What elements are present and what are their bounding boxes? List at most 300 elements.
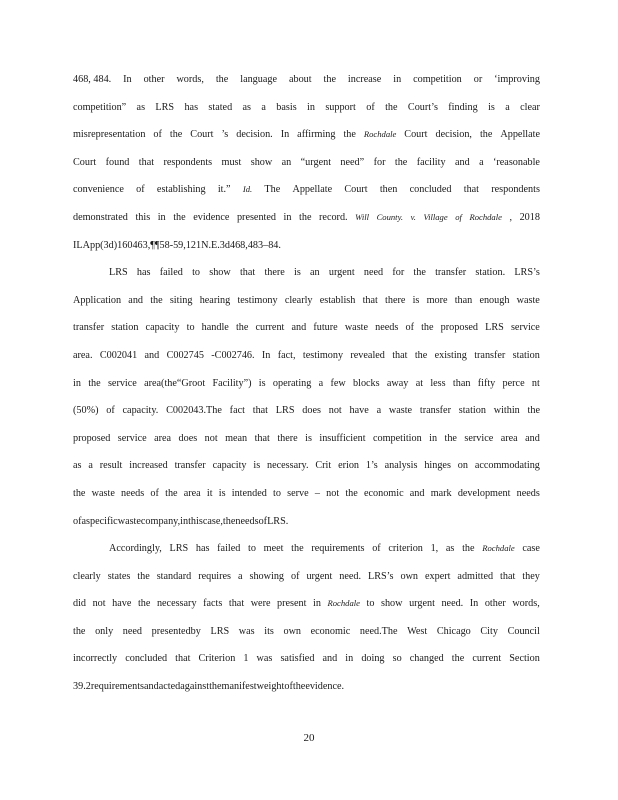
word: is: [218, 487, 226, 499]
word: specific: [86, 515, 118, 527]
word: wastecompany,: [117, 515, 181, 527]
text-line: [73, 425, 540, 453]
text-line: [73, 535, 540, 563]
word: urgent: [409, 598, 435, 610]
word: 1: [243, 653, 249, 665]
word: LRS’s: [514, 267, 540, 279]
word: the: [88, 377, 101, 389]
word: it: [206, 487, 213, 499]
word: competition”: [73, 101, 127, 113]
word: proposed: [73, 432, 111, 444]
word: not: [204, 432, 218, 444]
word: doing: [361, 653, 385, 665]
word: facility: [416, 156, 446, 168]
word: transfer: [435, 267, 467, 279]
word: the: [209, 681, 222, 693]
word: does: [302, 405, 321, 417]
word: revealed: [350, 349, 385, 361]
word: need”: [340, 156, 365, 168]
word: as: [445, 543, 455, 555]
word: only: [95, 625, 114, 637]
word: fact: [229, 405, 245, 417]
word: ,: [509, 211, 513, 223]
text-line: [73, 563, 540, 591]
word: is: [412, 294, 420, 306]
text-line: [73, 66, 540, 94]
word: within: [493, 405, 520, 417]
word: in: [429, 432, 438, 444]
word: of: [73, 515, 82, 527]
word: this: [188, 515, 203, 527]
word: N.E.3d: [201, 239, 230, 251]
word: capacity: [212, 460, 247, 472]
text-line: [73, 232, 540, 260]
word: competition: [373, 432, 422, 444]
word: has: [136, 267, 151, 279]
word: LRS: [485, 322, 504, 334]
word: Court: [190, 129, 214, 141]
word: in: [180, 515, 189, 527]
word: LRS: [169, 543, 189, 555]
word: mark: [430, 487, 452, 499]
word: of: [290, 570, 300, 582]
word: the: [444, 432, 457, 444]
word: hinges: [424, 460, 451, 472]
text-line: [73, 397, 540, 425]
word: waste: [344, 322, 369, 334]
word: as: [73, 460, 82, 472]
word: LRS.: [267, 515, 289, 527]
word: and: [525, 432, 540, 444]
word: show: [250, 156, 273, 168]
word: have: [112, 598, 132, 610]
word: needs: [516, 487, 540, 499]
word: service: [107, 377, 137, 389]
word: of: [150, 487, 159, 499]
word: has: [184, 101, 199, 113]
word: testimony: [302, 349, 344, 361]
word: to: [248, 543, 256, 555]
word: more: [426, 294, 448, 306]
word: the: [215, 74, 229, 85]
paragraph: [73, 66, 540, 259]
word: Chicago: [436, 625, 471, 637]
word: waste: [91, 487, 115, 499]
case-citation: of: [455, 211, 462, 222]
word: was: [256, 653, 273, 665]
word: decision,: [435, 129, 472, 141]
word: present: [277, 598, 307, 610]
word: analysis: [384, 460, 418, 472]
word: service: [117, 432, 147, 444]
word: presented: [236, 211, 276, 223]
word: accommodating: [474, 460, 540, 472]
word: station: [111, 322, 139, 334]
word: West: [407, 625, 428, 637]
word: fact,: [277, 349, 296, 361]
word: the: [73, 625, 86, 637]
word: an: [310, 267, 320, 279]
word: need: [122, 625, 143, 637]
word: the: [173, 211, 186, 223]
word: that: [392, 349, 408, 361]
word: Appellate: [500, 129, 540, 141]
word: enough: [479, 294, 510, 306]
word: mean: [225, 432, 248, 444]
word: incorrectly: [73, 653, 118, 665]
word: does: [178, 432, 198, 444]
word: ’s: [221, 129, 229, 141]
word: establish: [319, 294, 356, 306]
word: the: [343, 129, 356, 141]
word: LRS: [210, 625, 230, 637]
word: admitted: [457, 570, 494, 582]
word: must: [221, 156, 242, 168]
word: manifest: [221, 681, 257, 693]
word: other: [484, 598, 506, 610]
word: in: [393, 74, 402, 85]
word: is: [258, 377, 266, 389]
word: that: [362, 294, 378, 306]
word: meet: [263, 543, 284, 555]
word: that: [252, 405, 269, 417]
word: and: [322, 653, 338, 665]
word: In: [280, 129, 290, 141]
word: (50%): [73, 405, 99, 417]
word: station: [458, 405, 486, 417]
word: 2018: [519, 211, 540, 223]
word: fifty: [477, 377, 496, 389]
word: away: [386, 377, 409, 389]
word: of: [405, 322, 414, 334]
word: result: [99, 460, 123, 472]
word: did: [73, 598, 87, 610]
word: to: [366, 598, 375, 610]
word: the: [527, 405, 540, 417]
word: competition: [413, 74, 462, 85]
word: economic: [310, 625, 351, 637]
word: concluded: [409, 184, 452, 196]
word: station: [512, 349, 540, 361]
word: own: [400, 570, 419, 582]
word: satisfied: [280, 653, 315, 665]
word: and: [144, 349, 160, 361]
word: necessary: [156, 598, 197, 610]
word: and: [409, 487, 425, 499]
word: that: [228, 598, 245, 610]
text-line: [73, 121, 540, 149]
text-line: [73, 645, 540, 673]
word: of: [366, 101, 375, 113]
page-number: 20: [303, 732, 315, 744]
word: a: [237, 570, 243, 582]
word: the: [169, 129, 183, 141]
word: of: [372, 543, 381, 555]
word: “urgent: [300, 156, 332, 168]
word: not: [326, 487, 340, 499]
word: was: [238, 625, 255, 637]
word: the: [165, 487, 178, 499]
word: in: [345, 653, 354, 665]
word: 468,: [229, 239, 248, 251]
word: transfer: [419, 405, 451, 417]
word: words,: [512, 598, 540, 610]
word: economic: [363, 487, 404, 499]
word: ‘reasonable: [492, 156, 540, 168]
word: 58-59,: [159, 239, 186, 251]
word: words,: [176, 74, 204, 85]
word: intended: [231, 487, 267, 499]
text-line: [73, 508, 540, 536]
word: station.: [475, 267, 506, 279]
word: demonstrated: [73, 211, 128, 223]
word: a: [261, 101, 266, 113]
case-citation: Rochdale: [469, 211, 502, 222]
word: or: [473, 74, 483, 85]
word: hearing: [199, 294, 231, 306]
word: were: [250, 598, 271, 610]
word: capacity: [145, 322, 180, 334]
word: evidenc: [305, 681, 337, 693]
word: need: [363, 267, 384, 279]
word: siting: [169, 294, 193, 306]
word: LRS: [109, 267, 128, 279]
word: of: [136, 184, 145, 196]
word: show: [209, 267, 231, 279]
word: future: [313, 322, 338, 334]
word: few: [330, 377, 346, 389]
word: City: [480, 625, 498, 637]
case-citation: Rochdale: [482, 543, 515, 554]
word: 39.2: [73, 681, 91, 693]
word: convenience: [73, 184, 124, 196]
word: the: [385, 101, 398, 113]
text-line: [73, 673, 540, 701]
text-line: [73, 314, 540, 342]
word: e.: [337, 681, 345, 693]
word: at: [415, 377, 424, 389]
word: there: [385, 294, 406, 306]
text-line: [73, 342, 540, 370]
word: needs: [235, 515, 259, 527]
word: needs: [121, 487, 145, 499]
word: has: [195, 543, 210, 555]
word: Crit: [315, 460, 332, 472]
word: for: [392, 267, 405, 279]
word: against: [180, 681, 210, 693]
word: need.: [441, 598, 464, 610]
text-line: [73, 590, 540, 618]
word: in: [313, 598, 321, 610]
word: Court: [404, 129, 428, 141]
word: establishing: [156, 184, 206, 196]
word: other: [143, 74, 165, 85]
word: less: [430, 377, 446, 389]
word: perce: [502, 377, 525, 389]
word: proposed: [440, 322, 479, 334]
word: 121: [185, 239, 202, 251]
word: handle: [201, 322, 229, 334]
text-line: [73, 287, 540, 315]
word: this: [135, 211, 151, 223]
word: a: [88, 460, 93, 472]
word: ¶¶: [150, 239, 160, 251]
word: as: [242, 101, 252, 113]
text-line: [73, 452, 540, 480]
word: the: [451, 653, 465, 665]
word: service: [464, 432, 494, 444]
word: than: [452, 377, 471, 389]
word: own: [283, 625, 302, 637]
word: area.: [73, 349, 93, 361]
word: on: [457, 460, 468, 472]
word: the: [222, 515, 236, 527]
word: Appellate: [292, 184, 333, 196]
word: criterion: [388, 543, 423, 555]
word: nt: [531, 377, 540, 389]
word: than: [454, 294, 473, 306]
word: a: [318, 377, 324, 389]
word: increase: [347, 74, 382, 85]
word: needs: [375, 322, 399, 334]
word: operating: [272, 377, 312, 389]
word: affirming: [297, 129, 336, 141]
word: 160463,: [117, 239, 151, 251]
word: LRS’s: [368, 570, 394, 582]
case-citation: Rochdale: [327, 598, 360, 609]
word: that: [138, 156, 155, 168]
word: In: [123, 74, 132, 85]
word: current: [472, 653, 502, 665]
word: increased: [129, 460, 168, 472]
text-line: [73, 149, 540, 177]
word: in: [283, 211, 292, 223]
word: in: [73, 377, 81, 389]
word: Council: [507, 625, 540, 637]
word: C002745: [166, 349, 204, 361]
word: is: [294, 267, 301, 279]
word: is: [253, 460, 261, 472]
word: record.: [319, 211, 348, 223]
word: to: [192, 267, 201, 279]
word: Court: [344, 184, 368, 196]
word: and: [128, 294, 144, 306]
word: standard: [156, 570, 192, 582]
word: there: [264, 267, 285, 279]
word: that: [175, 653, 191, 665]
word: Court: [73, 156, 97, 168]
case-citation: Village: [423, 211, 448, 222]
word: a: [81, 515, 87, 527]
word: the: [421, 322, 434, 334]
word: requirements: [311, 543, 365, 555]
word: area(the“Groot: [144, 377, 206, 389]
word: In: [261, 349, 271, 361]
word: requirements: [90, 681, 145, 693]
word: -C002746.: [211, 349, 255, 361]
word: have: [349, 405, 369, 417]
word: they: [522, 570, 540, 582]
word: existing: [434, 349, 467, 361]
word: testimony: [237, 294, 278, 306]
text-line: [73, 480, 540, 508]
word: the: [394, 156, 408, 168]
word: the: [292, 681, 306, 693]
word: of: [106, 405, 115, 417]
word: the: [462, 543, 475, 555]
text-line: [73, 176, 540, 204]
word: case,: [202, 515, 223, 527]
word: so: [392, 653, 402, 665]
word: insufficient: [319, 432, 366, 444]
word: development: [457, 487, 511, 499]
word: the: [137, 598, 151, 610]
word: clearly: [73, 570, 101, 582]
case-citation: Id.: [242, 184, 253, 195]
word: that: [254, 432, 270, 444]
word: clear: [520, 101, 540, 113]
word: changed: [409, 653, 444, 665]
word: basis: [276, 101, 297, 113]
text-line: [73, 370, 540, 398]
case-citation: Will: [355, 211, 370, 222]
word: waste: [516, 294, 540, 306]
text-line: [73, 259, 540, 287]
word: capacity.: [122, 405, 159, 417]
word: concluded: [125, 653, 168, 665]
word: to: [273, 487, 281, 499]
word: App(3d): [82, 239, 118, 251]
word: states: [107, 570, 131, 582]
word: 1’s: [365, 460, 378, 472]
word: transfer: [474, 349, 506, 361]
word: facts: [203, 598, 223, 610]
word: for: [373, 156, 386, 168]
word: waste: [388, 405, 413, 417]
text-line: [73, 94, 540, 122]
word: area: [500, 432, 518, 444]
word: LRS: [275, 405, 295, 417]
word: 468, 484.: [73, 74, 112, 85]
word: requires: [198, 570, 232, 582]
word: service: [510, 322, 540, 334]
word: Criterion: [198, 653, 236, 665]
word: the: [323, 74, 336, 85]
word: of: [284, 681, 293, 693]
word: blocks: [353, 377, 380, 389]
word: ‘improving: [494, 74, 540, 85]
word: Section: [509, 653, 540, 665]
word: as: [136, 101, 146, 113]
word: the: [73, 487, 86, 499]
word: there: [277, 432, 298, 444]
word: necessary.: [267, 460, 309, 472]
word: that: [239, 267, 256, 279]
word: is: [305, 432, 312, 444]
word: an: [281, 156, 292, 168]
word: transfer: [73, 322, 105, 334]
word: urgent: [306, 570, 333, 582]
word: it.”: [217, 184, 231, 196]
word: about: [288, 74, 312, 85]
case-citation: County.: [376, 211, 404, 222]
word: 483–84.: [247, 239, 281, 251]
word: –: [314, 487, 320, 499]
word: C002041: [99, 349, 138, 361]
word: the: [479, 129, 493, 141]
word: the: [291, 543, 304, 555]
word: clearly: [284, 294, 313, 306]
